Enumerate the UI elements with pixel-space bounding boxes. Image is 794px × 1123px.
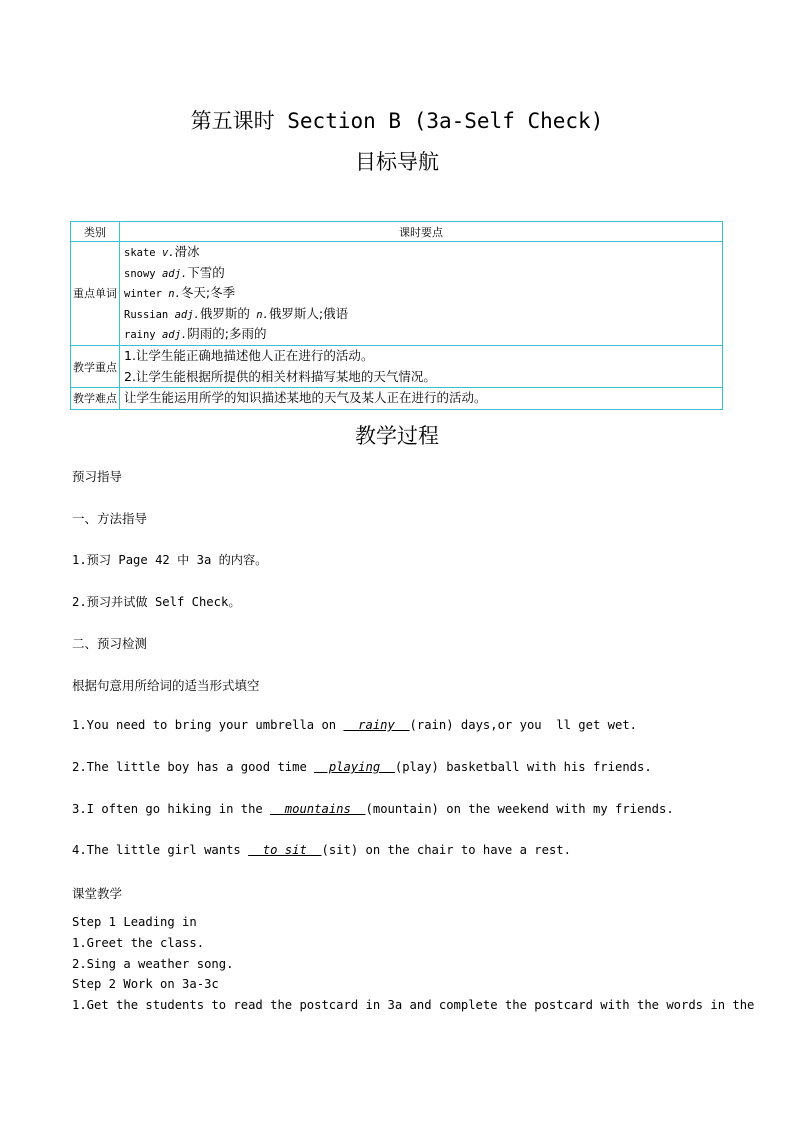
exercise-item — [72, 843, 571, 857]
method-item: 1.预习 Page 42 中 3a 的内容。 — [72, 553, 268, 567]
word-entry — [124, 263, 718, 284]
key-words-row — [71, 242, 723, 346]
focus-row — [71, 345, 723, 387]
difficulty-cell — [120, 388, 723, 410]
goals-table — [70, 221, 723, 410]
table-header-row — [71, 222, 723, 242]
focus-cell — [120, 345, 723, 387]
key-words-cell — [120, 242, 723, 346]
meaning: 阴雨的;多雨的 — [187, 326, 267, 342]
answer-blank: mountains — [270, 802, 366, 816]
step-line: 1.Get the students to read the postcard in 3a and complete the postcard with the words in the — [72, 998, 755, 1012]
check-heading: 二、预习检测 — [72, 636, 148, 651]
answer-blank: rainy — [343, 718, 410, 732]
part-of-speech: n. — [168, 288, 181, 301]
header-category: 类别 — [71, 222, 120, 242]
exercise-text: (rain) days,or you ll get wet. — [409, 718, 638, 732]
word: rainy — [124, 329, 156, 342]
exercise-text: 4.The little girl wants — [72, 843, 249, 857]
difficulty-row — [71, 388, 723, 410]
process-heading: 教学过程 — [355, 424, 439, 448]
step-line: 1.Greet the class. — [72, 936, 205, 950]
method-heading: 一、方法指导 — [72, 511, 148, 526]
exercise-text: (sit) on the chair to have a rest. — [321, 843, 571, 857]
difficulty-label: 教学难点 — [71, 388, 120, 410]
goals-heading: 目标导航 — [355, 150, 439, 174]
preview-heading: 预习指导 — [72, 469, 123, 484]
header-points: 课时要点 — [120, 222, 723, 242]
exercise-text: 3.I often go hiking in the — [72, 802, 271, 816]
exercise-item — [72, 760, 652, 774]
focus-line: 1.让学生能正确地描述他人正在进行的活动。 — [124, 347, 374, 363]
exercise-instruction: 根据句意用所给词的适当形式填空 — [72, 678, 260, 693]
meaning: 冬天;冬季 — [180, 285, 236, 301]
exercise-text: (mountain) on the weekend with my friends. — [365, 802, 674, 816]
meaning: 俄罗斯的 — [199, 305, 250, 321]
step-line: 2.Sing a weather song. — [72, 957, 234, 971]
word: skate — [124, 247, 156, 259]
word: Russian — [124, 308, 169, 321]
word-entry — [124, 242, 718, 263]
class-heading: 课堂教学 — [72, 886, 123, 901]
exercise-text: 1.You need to bring your umbrella on — [72, 718, 344, 732]
focus-line: 2.让学生能根据所提供的相关材料描写某地的天气情况。 — [124, 368, 436, 384]
word-entry — [124, 304, 718, 325]
exercise-text: (play) basketball with his friends. — [394, 760, 652, 774]
key-words-label: 重点单词 — [71, 242, 120, 346]
answer-blank: to sit — [248, 843, 322, 857]
focus-label: 教学重点 — [71, 345, 120, 387]
step-line: Step 1 Leading in — [72, 915, 197, 929]
word-entry — [124, 283, 718, 304]
exercise-item — [72, 802, 674, 816]
meaning: 俄罗斯人;俄语 — [268, 305, 349, 321]
word-entry — [124, 324, 718, 345]
meaning: 下雪的 — [187, 264, 225, 280]
word: winter — [124, 288, 162, 301]
part-of-speech: v. — [161, 247, 175, 259]
lesson-title: 第五课时 Section B (3a-Self Check) — [190, 109, 604, 133]
word: snowy — [124, 267, 156, 280]
exercise-item — [72, 718, 637, 732]
part-of-speech: adj. — [161, 329, 188, 342]
part-of-speech: adj. — [174, 308, 200, 321]
answer-blank: playing — [314, 760, 395, 774]
exercise-text: 2.The little boy has a good time — [72, 760, 315, 774]
step-line: Step 2 Work on 3a-3c — [72, 977, 219, 991]
part-of-speech: n. — [256, 308, 269, 321]
part-of-speech: adj. — [161, 267, 188, 280]
method-item: 2.预习并试做 Self Check。 — [72, 595, 241, 609]
meaning: 滑冰 — [174, 244, 200, 259]
difficulty-text: 让学生能运用所学的知识描述某地的天气及某人正在进行的活动。 — [124, 390, 487, 406]
